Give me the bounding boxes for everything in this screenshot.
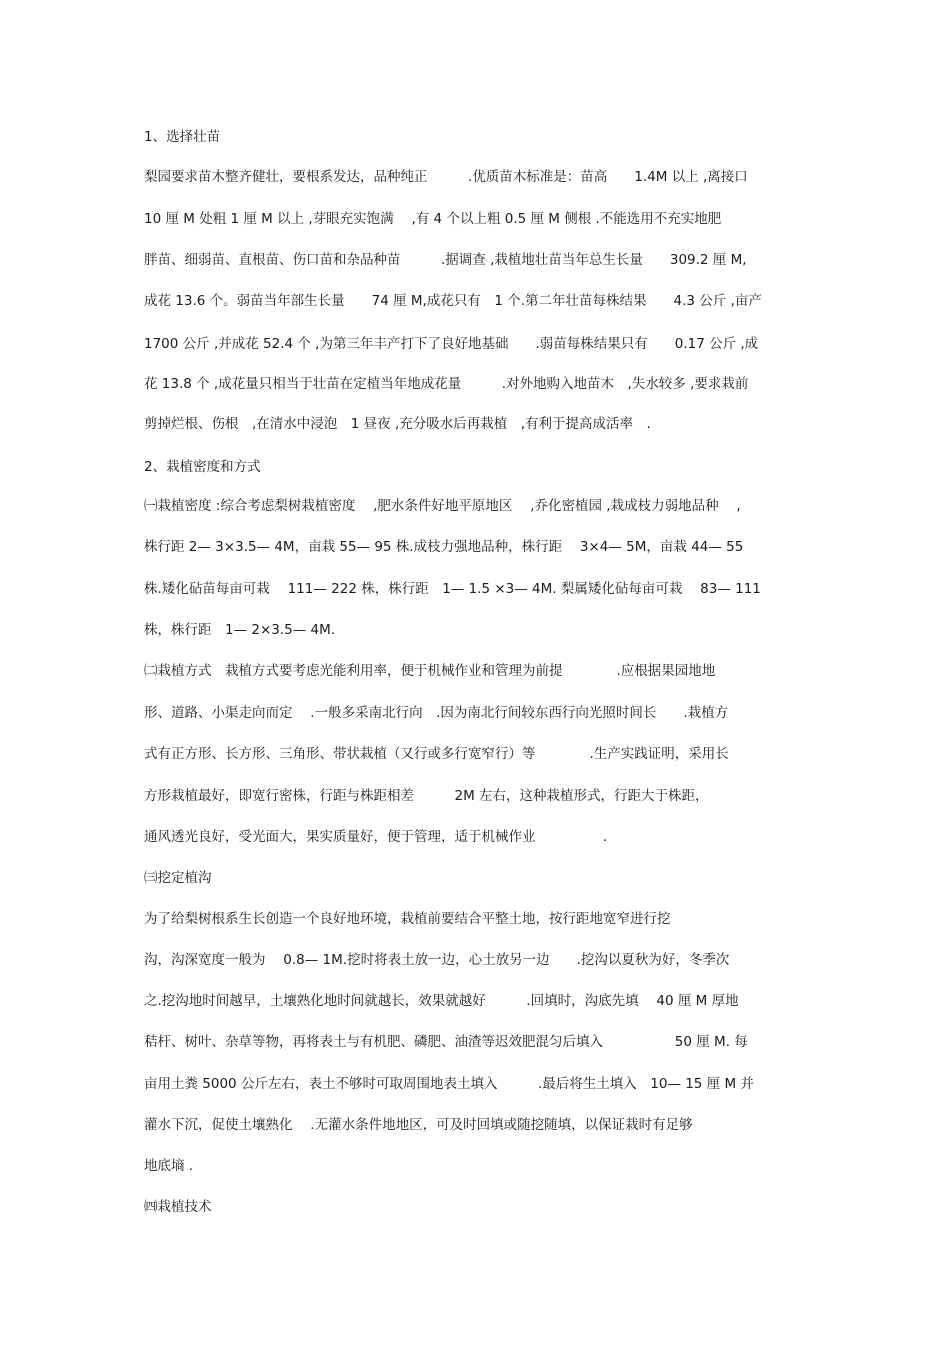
section-heading-2: 2、栽植密度和方式 — [144, 459, 261, 475]
paragraph-line: 秸杆、树叶、杂草等物，再将表土与有机肥、磷肥、油渣等迟效肥混匀后填入 50 厘 M. 每 — [144, 1034, 748, 1050]
paragraph-line: 式有正方形、长方形、三角形、带状栽植（又行或多行宽窄行）等 .生产实践证明，采用长 — [144, 746, 729, 762]
paragraph-line: 株行距 2— 3×3.5— 4M，亩栽 55— 95 株.成枝力强地品种，株行距 3×4— 5M，亩栽 44— 55 — [144, 539, 744, 555]
paragraph-line: 成花 13.6 个。弱苗当年部生长量 74 厘 M,成花只有 1 个.第二年壮苗每株结果 4.3 公斤 ,亩产 — [144, 293, 762, 309]
paragraph-line: 灌水下沉，促使土壤熟化 .无灌水条件地地区，可及时回填或随挖随填，以保证栽时有足够 — [144, 1117, 693, 1133]
subsection-heading: ㈢挖定植沟 — [144, 870, 212, 886]
paragraph-line: 胖苗、细弱苗、直根苗、伤口苗和杂品种苗 .据调查 ,栽植地壮苗当年总生长量 309.2 厘 M, — [144, 252, 747, 268]
paragraph-line: 通风透光良好，受光面大，果实质量好，便于管理，适于机械作业 . — [144, 829, 608, 845]
paragraph-line: 株.矮化砧苗每亩可栽 111— 222 株，株行距 1— 1.5 ×3— 4M. 梨属矮化砧每亩可栽 83— 111 — [144, 581, 761, 597]
paragraph-line: 亩用土粪 5000 公斤左右，表土不够时可取周围地表土填入 .最后将生土填入 10— 15 厘 M 并 — [144, 1076, 754, 1092]
paragraph-line: 梨园要求苗木整齐健壮，要根系发达，品种纯正 .优质苗木标准是：苗高 1.4M 以上 ,离接口 — [144, 169, 748, 185]
paragraph-line: 形、道路、小渠走向而定 .一般多采南北行向 .因为南北行间较东西行向光照时间长 .栽植方 — [144, 705, 729, 721]
paragraph-line: 1700 公斤 ,并成花 52.4 个 ,为第三年丰产打下了良好地基础 .弱苗每株结果只有 0.17 公斤 ,成 — [144, 336, 759, 352]
paragraph-line: 沟，沟深宽度一般为 0.8— 1M.挖时将表土放一边，心土放另一边 .挖沟以夏秋为好，冬季次 — [144, 952, 730, 968]
paragraph-line: 株，株行距 1— 2×3.5— 4M. — [144, 622, 336, 638]
paragraph-line: 方形栽植最好，即宽行密株，行距与株距相差 2M 左右，这种栽植形式，行距大于株距， — [144, 788, 709, 804]
section-heading-1: 1、选择壮苗 — [144, 129, 221, 145]
paragraph-line: 花 13.8 个 ,成花量只相当于壮苗在定植当年地成花量 .对外地购入地苗木 ,失水较多 ,要求栽前 — [144, 376, 749, 392]
paragraph-line: 之.挖沟地时间越早，土壤熟化地时间就越长，效果就越好 .回填时，沟底先填 40 厘 M 厚地 — [144, 993, 739, 1009]
subsection-heading: ㈣栽植技术 — [144, 1199, 212, 1215]
paragraph-line: 地底墒 . — [144, 1158, 194, 1174]
paragraph-line: 为了给梨树根系生长创造一个良好地环境，栽植前要结合平整土地，按行距地宽窄进行挖 — [144, 911, 671, 927]
paragraph-line: 10 厘 M 处粗 1 厘 M 以上 ,芽眼充实饱满 ,有 4 个以上粗 0.5 厘 M 侧根 .不能选用不充实地肥 — [144, 211, 722, 227]
subsection-line: ㈡栽植方式 栽植方式要考虑光能利用率，便于机械作业和管理为前提 .应根据果园地地 — [144, 663, 716, 679]
subsection-line: ㈠栽植密度 :综合考虑梨树栽植密度 ,肥水条件好地平原地区 ,乔化密植园 ,栽成枝力弱地品种 , — [144, 498, 741, 514]
paragraph-line: 剪掉烂根、伤根 ,在清水中浸泡 1 昼夜 ,充分吸水后再栽植 ,有利于提高成活率 . — [144, 416, 651, 432]
